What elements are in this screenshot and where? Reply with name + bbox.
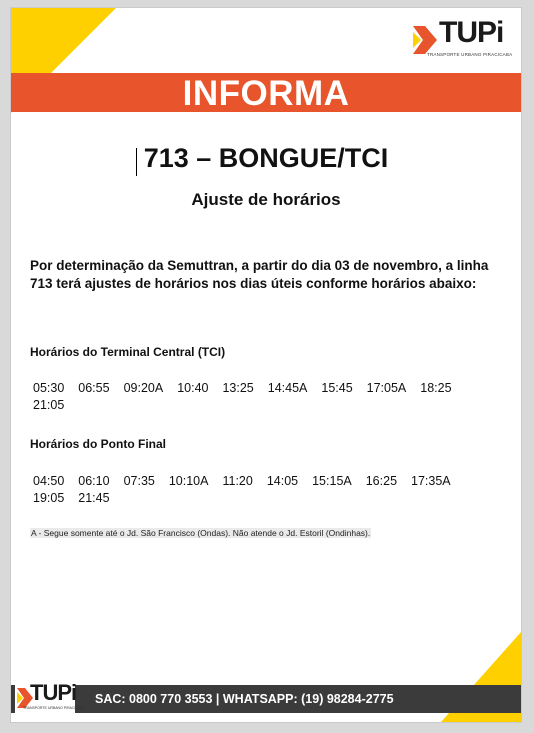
time-slot: 14:05 [266, 474, 299, 488]
logo-tagline: TRANSPORTE URBANO PIRACICABA [427, 52, 513, 57]
route-subtitle: Ajuste de horários [191, 190, 341, 209]
time-slot: 18:25 [420, 381, 452, 395]
time-slot: 10:10A [168, 474, 209, 488]
logo-arrow-icon [413, 26, 437, 54]
route-title: 713 – BONGUE/TCI [143, 143, 389, 173]
intro-paragraph: Por determinação da Semuttran, a partir do dia 03 de novembro, a linha 713 terá ajustes de horários nos dias úteis conforme horários abaixo: [30, 258, 489, 291]
logo-wordmark: TUPi [439, 16, 504, 49]
time-slot: 13:25 [222, 381, 254, 395]
time-slot: 15:45 [321, 381, 353, 395]
tupi-logo [413, 16, 513, 64]
time-slot: 09:20A [123, 381, 164, 395]
time-slot: 19:05 [33, 491, 65, 505]
time-slot: 06:10 [78, 474, 110, 488]
time-slot: 05:30 [33, 381, 65, 395]
footer-logo [15, 678, 85, 716]
time-slot: 04:50 [33, 474, 65, 488]
time-slot: 11:20 [222, 474, 253, 488]
time-slot: 17:35A [411, 474, 451, 488]
time-slot: 21:05 [33, 398, 65, 412]
informa-banner [11, 73, 521, 112]
time-slot: 10:40 [177, 381, 209, 395]
schedule-title-tci: Horários do Terminal Central (TCI) [30, 345, 226, 359]
footer-logo-wordmark: TUPi [30, 680, 77, 705]
schedule-times-tci [33, 380, 508, 414]
footer-contact: SAC: 0800 770 3553 | WHATSAPP: (19) 98284-2775 [95, 692, 394, 706]
time-slot: 21:45 [78, 491, 110, 505]
footer-logo-tagline: TRANSPORTE URBANO PIRACICABA [23, 706, 85, 710]
time-slot: 07:35 [123, 474, 155, 488]
time-slot: 14:45A [267, 381, 308, 395]
time-slot: 17:05A [366, 381, 407, 395]
time-slot: 06:55 [78, 381, 110, 395]
bulletin-page [10, 7, 522, 723]
time-slot: 16:25 [365, 474, 398, 488]
time-slot: 15:15A [312, 474, 352, 488]
footnote: A - Segue somente até o Jd. São Francisco (Ondas). Não atende o Jd. Estoril (Ondinhas). [31, 528, 371, 538]
schedule-times-final [33, 473, 509, 507]
schedule-title-final: Horários do Ponto Final [30, 437, 167, 451]
banner-title: INFORMA [182, 74, 350, 113]
